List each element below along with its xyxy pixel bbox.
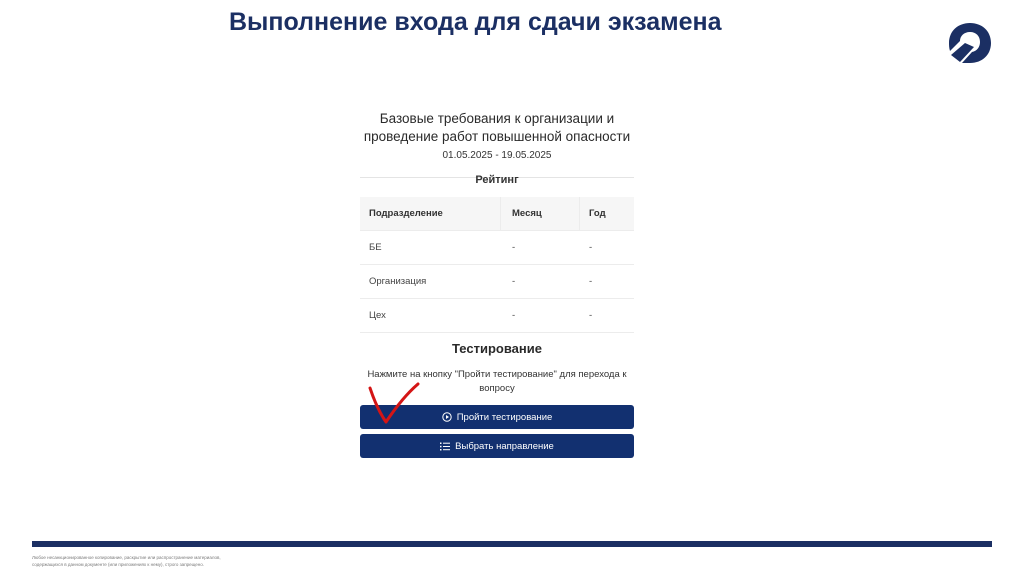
company-logo bbox=[946, 20, 994, 66]
table-cell: - bbox=[512, 310, 516, 321]
column-divider bbox=[579, 197, 580, 230]
column-divider bbox=[500, 197, 501, 230]
footer-disclaimer bbox=[32, 554, 221, 568]
table-cell: БЕ bbox=[369, 242, 382, 253]
table-cell: Цех bbox=[369, 310, 386, 321]
testing-heading: Тестирование bbox=[452, 341, 542, 356]
table-cell: - bbox=[589, 276, 593, 287]
red-checkmark-annotation bbox=[366, 378, 422, 428]
rating-table bbox=[360, 197, 634, 333]
column-header: Подразделение bbox=[369, 208, 443, 219]
table-row bbox=[360, 299, 634, 333]
footer-disclaimer-line1: Любое несанкционированное копирование, раскрытие или распространение материалов, bbox=[32, 555, 221, 560]
course-dates: 01.05.2025 - 19.05.2025 bbox=[442, 150, 552, 161]
start-test-label: Пройти тестирование bbox=[456, 411, 553, 423]
table-cell: Организация bbox=[369, 276, 427, 287]
list-icon bbox=[440, 442, 450, 451]
table-header-row bbox=[360, 197, 634, 231]
course-title-line2: проведение работ повышенной опасности bbox=[363, 129, 631, 144]
course-title bbox=[360, 110, 634, 146]
table-cell: - bbox=[589, 242, 593, 253]
footer-disclaimer-line2: содержащихся в данном документе (или приложениях к нему), строго запрещено. bbox=[32, 562, 205, 567]
column-header: Год bbox=[589, 208, 606, 219]
table-cell: - bbox=[512, 276, 516, 287]
footer-bar bbox=[32, 541, 992, 547]
table-cell: - bbox=[512, 242, 516, 253]
table-row bbox=[360, 231, 634, 265]
slide-title: Выполнение входа для сдачи экзамена bbox=[229, 8, 722, 36]
play-circle-icon bbox=[442, 412, 452, 422]
table-cell: - bbox=[589, 310, 593, 321]
course-title-line1: Базовые требования к организации и bbox=[379, 111, 615, 126]
column-header: Месяц bbox=[512, 208, 542, 219]
choose-direction-button[interactable] bbox=[360, 434, 634, 458]
rating-heading: Рейтинг bbox=[475, 174, 519, 186]
table-row bbox=[360, 265, 634, 299]
testing-hint: Нажмите на кнопку "Пройти тестирование" для перехода к вопросу bbox=[367, 369, 627, 394]
choose-direction-label: Выбрать направление bbox=[455, 440, 554, 452]
